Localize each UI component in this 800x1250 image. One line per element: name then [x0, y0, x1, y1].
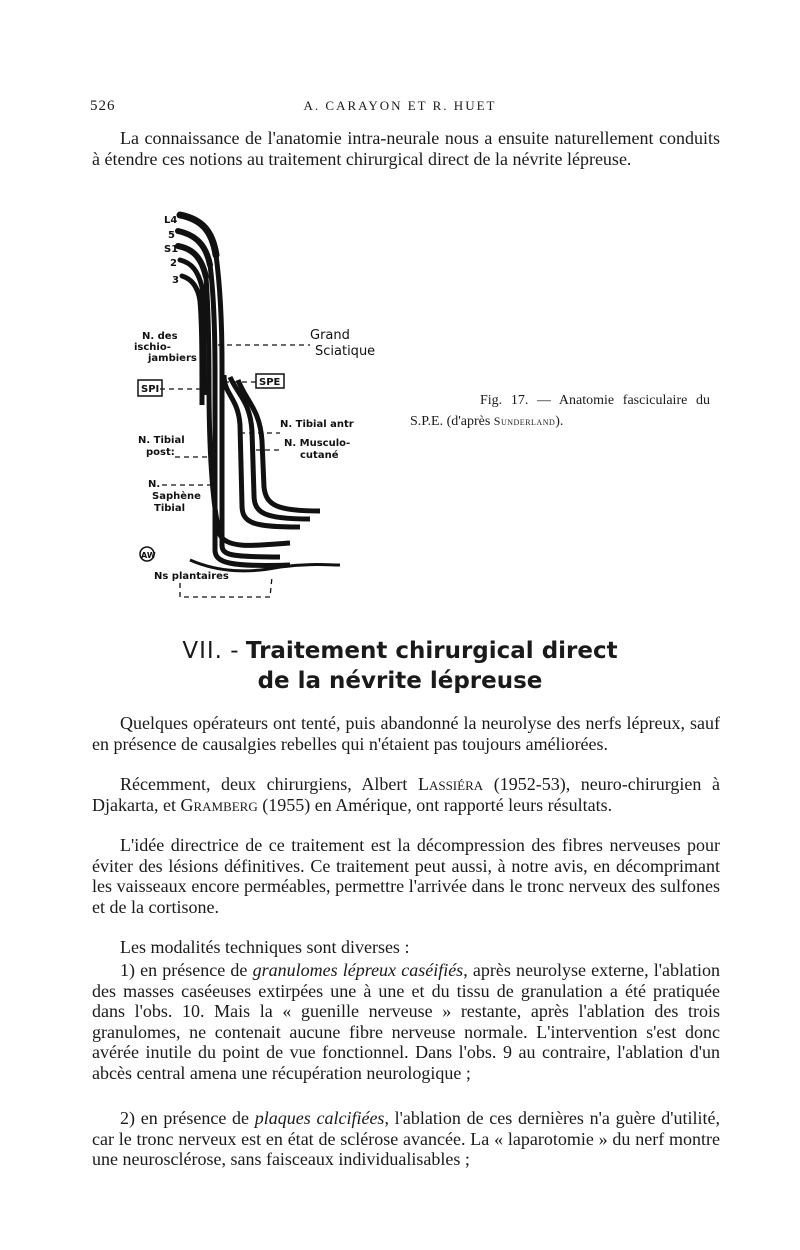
label-ischio: ischio- [134, 342, 171, 353]
root-label-s3: 3 [172, 275, 179, 286]
label-jambiers: jambiers [148, 353, 197, 364]
p6-text-b: , l'ablation de ces dernières n'a guère d'utilité, car le tronc nerveux est en état de sclérose avancée. La « laparotomie » du nerf montre une neurosclérose, sans faisceaux individualisables ; [92, 1108, 720, 1169]
label-tibial-post-2: post: [146, 447, 175, 458]
label-plantaires: Ns plantaires [154, 571, 229, 582]
label-musculo-1: N. Musculo- [284, 438, 351, 449]
p2-text-c: (1955) en Amérique, ont rapporté leurs résultats. [257, 794, 613, 815]
label-saphene-3: Tibial [154, 503, 186, 514]
artist-signature-text: AW [141, 551, 156, 560]
paragraph-1: Quelques opérateurs ont tenté, puis abandonné la neurolyse des nerfs lépreux, sauf en présence de causalgies rebelles qui n'étaient pas toujours améliorées. [92, 713, 720, 754]
caption-author: Sunderland [493, 414, 556, 428]
label-sciatique: Sciatique [315, 344, 376, 359]
label-saphene-1: N. [148, 479, 161, 490]
running-authors: A. CARAYON ET R. HUET [303, 98, 497, 113]
section-heading: VII. - Traitement chirurgical direct de la névrite lépreuse [182, 638, 618, 694]
author-gramberg: Gramberg [180, 794, 258, 815]
p6-emphasis: plaques calcifiées [254, 1108, 385, 1128]
p5-text-b: , après neurolyse externe, l'ablation des masses caséeuses extirpées une à une et du tissu de granulation a été pratiquée dans l'obs. 10. Mais la « guenille nerveuse » restante, après l'ablation des trois granulomes, ne contenait aucune fibre nerveuse normale. L'intervention s'est donc avérée inutile du point de vue fonctionnel. Dans l'obs. 9 au contraire, l'ablation d'un abcès central amena une récupération neurologique ; [92, 960, 720, 1083]
page-number: 526 [90, 98, 116, 114]
label-tibial-post-1: N. Tibial [138, 435, 185, 446]
section-title-line1: Traitement chirurgical direct [245, 638, 618, 664]
caption-text: Fig. 17. — Anatomie fasciculaire du S.P.E. (d'après [410, 393, 710, 429]
author-lassiera: Lassiéra [417, 774, 484, 794]
label-spe: SPE [259, 377, 281, 388]
intro-paragraph: La connaissance de l'anatomie intra-neurale nous a ensuite naturellement conduits à étendre ces notions au traitement chirurgical direct de la névrite lépreuse. [92, 128, 720, 169]
p5-emphasis: granulomes lépreux caséifiés [252, 960, 464, 980]
label-musculo-2: cutané [300, 450, 339, 461]
label-spi: SPI [141, 384, 160, 395]
nerve-anatomy-diagram [120, 205, 400, 615]
figure-17-drawing [120, 205, 400, 615]
label-n-des: N. des [142, 331, 178, 342]
section-number: VII. [182, 638, 223, 664]
paragraph-4: Les modalités techniques sont diverses : [120, 937, 410, 957]
paragraph-3: L'idée directrice de ce traitement est la décompression des fibres nerveuses pour éviter des lésions définitives. Ce traitement peut aussi, à notre avis, en décomprimant les vaisseaux encore perméables, permettre l'arrivée dans le tronc nerveux des sulfones et de la cortisone. [92, 835, 720, 917]
figure-caption [410, 390, 710, 432]
p5-text-a: 1) en présence de [120, 960, 253, 980]
root-label-s1: S1 [164, 244, 179, 255]
root-label-l4: L4 [164, 215, 178, 226]
paragraph-5 [92, 960, 720, 1083]
root-label-s2: 2 [170, 258, 177, 269]
label-saphene-2: Saphène [152, 491, 201, 502]
p6-text-a: 2) en présence de [120, 1108, 255, 1128]
label-grand: Grand [310, 328, 350, 343]
label-tibial-ant: N. Tibial antr [280, 419, 354, 430]
caption-suffix: ). [555, 414, 564, 429]
p2-text-a: Récemment, deux chirurgiens, Albert [120, 774, 418, 794]
p2-text-b: (1952-53), neuro-chirurgien à Djakarta, et [92, 774, 720, 815]
paragraph-6 [92, 1108, 720, 1170]
root-label-l5: 5 [168, 230, 175, 241]
section-title-line2: de la névrite lépreuse [257, 668, 543, 694]
paragraph-2 [92, 774, 720, 815]
